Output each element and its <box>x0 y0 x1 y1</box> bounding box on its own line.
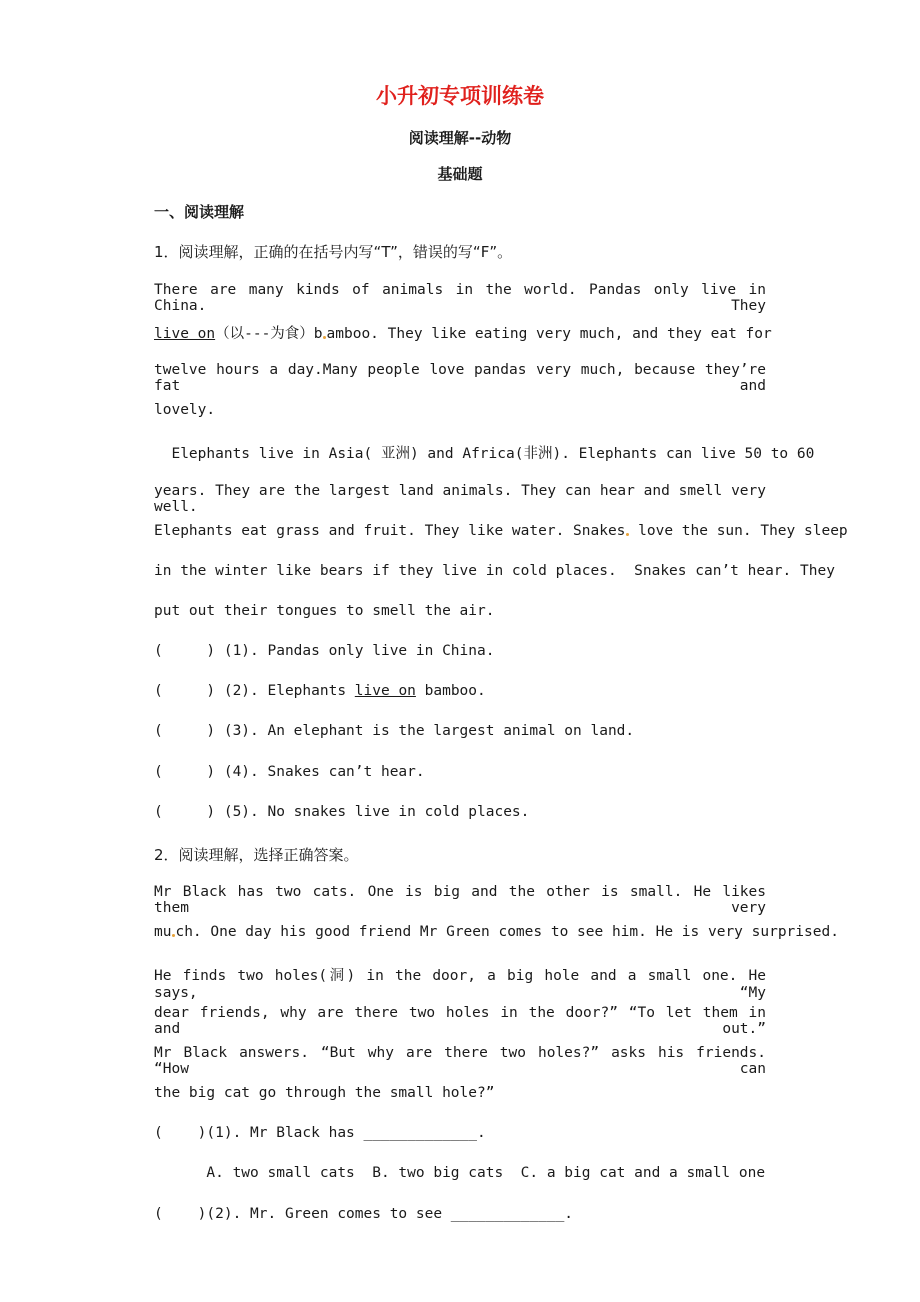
q2-instruction: 2．阅读理解，选择正确答案。 <box>154 846 359 864</box>
q1-passage-line <box>154 322 772 343</box>
q1-passage-line: put out their tongues to smell the air. <box>154 603 495 619</box>
underlined-phrase: live on <box>154 326 216 342</box>
q2-passage-line: dear friends, why are there two holes in the door?” “To let them in and out.” <box>154 1005 766 1037</box>
q1-item <box>154 683 486 699</box>
q2-item-options: A. two small cats B. two big cats C. a big cat and a small one <box>154 1165 766 1181</box>
item-text: ( ) (2). Elephants <box>154 683 355 699</box>
q1-item: ( ) (1). Pandas only live in China. <box>154 643 495 659</box>
q1-passage-line: in the winter like bears if they live in cold places. Snakes can’t hear. They <box>154 563 835 579</box>
page-title: 小升初专项训练卷 <box>376 84 544 108</box>
q1-passage-line: Elephants live in Asia( 亚洲) and Africa(非洲). Elephants can live 50 to 60 <box>154 446 815 462</box>
q2-passage-line: Mr Black has two cats. One is big and the other is small. He likes them very <box>154 884 766 916</box>
q1-passage-line <box>154 523 848 539</box>
subtitle-level: 基础题 <box>437 165 483 183</box>
passage-text: amboo. They like eating very much, and they eat for <box>326 326 772 342</box>
q2-passage-line: the big cat go through the small hole?” <box>154 1085 495 1101</box>
passage-text: Elephants eat grass and fruit. They like water. Snakes <box>154 523 626 539</box>
q1-item: ( ) (3). An elephant is the largest animal on land. <box>154 723 635 739</box>
passage-text: ch. One day his good friend Mr Green comes to see him. He is very surprised. <box>175 924 839 940</box>
q1-instruction: 1．阅读理解，正确的在括号内写“T”，错误的写“F”。 <box>154 243 513 261</box>
section-heading: 一、阅读理解 <box>154 203 245 221</box>
q1-passage-line: There are many kinds of animals in the world. Pandas only live in China. They <box>154 282 766 314</box>
q2-passage-line: Mr Black answers. “But why are there two holes?” asks his friends. “How can <box>154 1045 766 1077</box>
underlined-phrase: live on <box>354 683 416 699</box>
passage-text: love the sun. They sleep <box>629 523 848 539</box>
passage-text: mu <box>154 924 172 940</box>
subtitle-topic: 阅读理解--动物 <box>408 129 512 147</box>
passage-text: （以---为食）b <box>215 326 323 342</box>
q1-passage-line: years. They are the largest land animals. They can hear and smell very well. <box>154 483 766 515</box>
q1-item: ( ) (5). No snakes live in cold places. <box>154 804 530 820</box>
q2-passage-line: He finds two holes(洞) in the door, a big hole and a small one. He says, “My <box>154 968 766 1001</box>
q2-passage-line <box>154 924 839 940</box>
q1-passage-line: twelve hours a day.Many people love pandas very much, because they’re fat and <box>154 362 766 394</box>
q1-item: ( ) (4). Snakes can’t hear. <box>154 764 425 780</box>
q2-item: ( )(1). Mr Black has _____________. <box>154 1125 486 1141</box>
q2-item: ( )(2). Mr. Green comes to see _____________. <box>154 1206 574 1222</box>
q1-passage-line: lovely. <box>154 402 216 418</box>
item-text: bamboo. <box>415 683 486 699</box>
